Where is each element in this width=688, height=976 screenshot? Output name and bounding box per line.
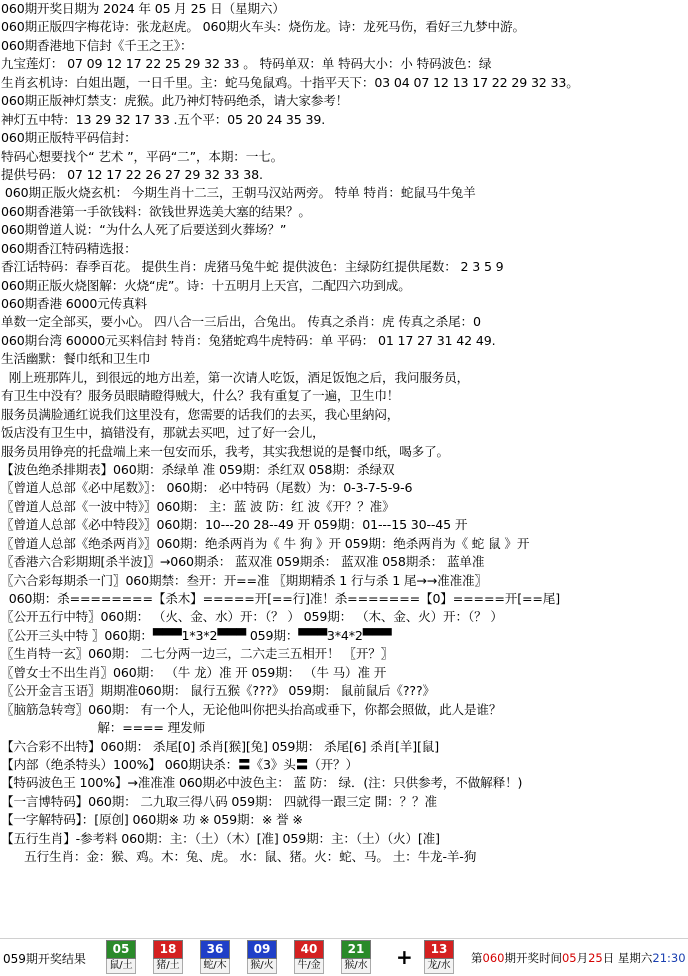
text-line: 060期正版火烧玄机： 今期生肖十二三，王朝马汉站两旁。 特单 特肖：蛇鼠马牛兔羊 [1, 185, 476, 201]
text-line: 服务员满脸通红说我们这里没有，您需要的话我们的去买，我心里納闷， [1, 406, 400, 422]
draw-result-footer [0, 938, 688, 976]
text-line: 【五行生肖】-参考料 060期：主：（土）（木）[准] 059期：主：（土）（火）[准] [1, 830, 440, 846]
text-line: 单数一定全部买，要小心。 四八合一三后出，合兔出。 传真之杀肖：虎 传真之杀尾：0 [1, 314, 481, 330]
next-draw-weekday: 日 星期六 [602, 951, 653, 965]
text-line: 【内部（绝杀特头）100%】 060期诀杀：〓《3》头〓（开？） [1, 756, 358, 772]
text-line: 〖曾道人总部《必中特段》〗060期：10---20 28--49 开 059期：01---15 30--45 开 [1, 517, 468, 533]
ball-zodiac-element: 猴/水 [341, 959, 371, 974]
text-line: 饭店没有卫生中，搞错没有，那就去买吧，过了好一会儿， [1, 425, 325, 441]
result-ball [153, 940, 183, 973]
text-line: 〖公开五行中特〗060期： （火、金、水）开：（？ ） 059期： （木、金、火）开：（？ ） [1, 609, 503, 625]
text-line: 〖生肖特一玄〗060期： 二七分两一边三，二六走三五相开！ 〖开？〗 [1, 646, 394, 662]
text-line: 有卫生中没有？服务员眼睛瞪得贼大，什么？我有重复了一遍，卫生巾！ [1, 388, 400, 404]
text-line: 〖公开金言玉语〗期期准060期： 鼠行五猴《???》 059期： 鼠前鼠后《???》 [1, 683, 435, 699]
text-line: 生肖玄机诗：白姐出题，一日千里。主：蛇马兔鼠鸡。十指平天下：03 04 07 12 13 17 22 29 32 33。 [1, 74, 579, 90]
result-ball [106, 940, 136, 973]
text-line: 060期香港地下信封《千王之王》： [1, 37, 193, 53]
text-line: 060期香港 6000元传真料 [1, 296, 147, 311]
next-draw-sep: 月 [576, 951, 589, 965]
text-line: 【六合彩不出特】060期： 杀尾[0] 杀肖[猴][兔] 059期： 杀尾[6] 杀肖[羊][鼠] [1, 738, 439, 754]
special-number-plus: + [396, 945, 413, 969]
ball-number: 36 [200, 940, 230, 959]
text-line: 〖公开三头中特 〗060期：▀▀▀1*3*2▀▀▀ 059期：▀▀▀3*4*2▀▀▀ [1, 627, 392, 643]
special-ball [424, 940, 454, 973]
text-line: 【一言博特码】060期： 二九取三得八码 059期： 四就得一跟三定 開：？？准 [1, 793, 437, 809]
text-line: 060期正版四字梅花诗：张龙赵虎。 060期火车头：烧伤龙。诗：龙死马伤，看好三九梦中游。 [1, 19, 525, 35]
next-draw-mid: 期开奖时间 [504, 951, 562, 965]
result-ball [294, 940, 324, 973]
text-line: 060期正版火烧图解：火烧“虎”。诗：十五明月上天宫，二配四六功到成。 [1, 277, 411, 293]
ball-zodiac-element: 蛇/木 [200, 959, 230, 974]
next-draw-day: 25 [588, 951, 603, 965]
ball-number: 13 [424, 940, 454, 959]
ball-number: 05 [106, 940, 136, 959]
text-line: 解：==== 理发师 [1, 720, 206, 736]
text-line: 神灯五中特：13 29 32 17 33 .五个平：05 20 24 35 39. [1, 111, 326, 127]
text-line: 服务员用铮亮的托盘端上来一包安而乐，我考，其实我想说的是餐巾纸，喝多了。 [1, 443, 449, 459]
text-line: 060期：杀========【杀木】=====开[==行]准！杀=======【0】=====开[==尾] [1, 591, 560, 606]
result-ball [247, 940, 277, 973]
ball-zodiac-element: 龙/水 [424, 959, 454, 974]
text-line: 〖脑筋急转弯〗060期： 有一个人，无论他叫你把头抬高或垂下，你都会照做，此人是谁？ [1, 701, 502, 717]
text-line: 〖香港六合彩期期[杀半波]〗→060期杀： 蓝双准 059期杀： 蓝双准 058期杀： 蓝单准 [1, 554, 485, 570]
text-line: 【特码波色王 100%】→准准准 060期必中波色主： 蓝 防： 绿．(注：只供参考，不做解释！) [1, 775, 523, 791]
text-line: 060期香江特码精选报： [1, 240, 137, 256]
next-draw-month: 05 [561, 951, 577, 965]
text-line: 〖曾道人总部《绝杀两肖》〗060期：绝杀两肖为《 牛 狗 》开 059期：绝杀两肖为《 蛇 鼠 》开 [1, 535, 530, 551]
text-line: 060期开奖日期为 2024 年 05 月 25 日（星期六） [1, 1, 285, 16]
text-line: 【一字解特码】：[原创] 060期※ 功 ※ 059期：※ 誉 ※ [1, 812, 303, 828]
ball-zodiac-element: 猴/火 [247, 959, 277, 974]
text-line: 刚上班那阵儿，到很远的地方出差，第一次请人吃饭，酒足饭饱之后，我问服务员， [1, 369, 470, 385]
text-line: 五行生肖：金：猴、鸡。木：兔、虎。 水：鼠、猪。火：蛇、马。 土：牛龙-羊-狗 [1, 849, 477, 865]
next-draw-clock: 21:30 [652, 951, 686, 965]
text-line: 提供号码： 07 12 17 22 26 27 29 32 33 38. [1, 166, 263, 182]
result-ball [341, 940, 371, 973]
text-line: 〖曾道人总部《一波中特》〗060期： 主：蓝 波 防：红 波《开？？准》 [1, 498, 395, 514]
text-line: 060期正版特平码信封： [1, 130, 137, 146]
text-line: 【波色绝杀排期表】060期：杀绿单 准 059期：杀红双 058期：杀绿双 [1, 461, 395, 477]
ball-number: 21 [341, 940, 371, 959]
next-draw-issue: 060 [482, 951, 505, 965]
ball-zodiac-element: 鼠/土 [106, 959, 136, 974]
text-line: 060期曾道人说：“为什么人死了后要送到火葬场？” [1, 222, 287, 238]
text-line: 060期香港第一手欲钱料：欲钱世界选美大塞的结果？。 [1, 203, 311, 219]
text-line: 香江话特码：春季百花。 提供生肖：虎猪马兔牛蛇 提供波色：主绿防红提供尾数： 2 3 5 9 [1, 259, 504, 275]
text-line: 060期台湾 60000元买料信封 特肖：兔猪蛇鸡牛虎特码：单 平码： 01 17 27 31 42 49. [1, 332, 496, 348]
result-ball [200, 940, 230, 973]
ball-number: 18 [153, 940, 183, 959]
next-draw-time [471, 950, 686, 966]
text-line: 〖曾女士不出生肖〗060期： （牛 龙）准 开 059期： （牛 马）准 开 [1, 664, 387, 680]
text-line: 生活幽默：餐巾纸和卫生巾 [1, 351, 151, 367]
text-line: 特码心想要找个“ 艺术 ”，平码“二”，本期：一七。 [1, 148, 284, 164]
draw-result-label: 059期开奖结果 [3, 952, 86, 966]
text-line: 〖六合彩每期杀一门〗060期禁：叁开：开==准 〖期期精杀 1 行与杀 1 尾→→准准准〗 [1, 572, 487, 588]
ball-zodiac-element: 猪/土 [153, 959, 183, 974]
next-draw-prefix: 第 [471, 951, 483, 965]
text-line: 〖曾道人总部《必中尾数》〗： 060期： 必中特码（尾数）为：0-3-7-5-9-6 [1, 480, 413, 496]
text-line: 九宝莲灯： 07 09 12 17 22 25 29 32 33 。 特码单双：单 特码大小：小 特码波色：绿 [1, 56, 492, 72]
ball-zodiac-element: 牛/金 [294, 959, 324, 974]
text-line: 060期正版神灯禁支：虎猴。此乃神灯特码绝杀，请大家参考！ [1, 93, 349, 109]
ball-number: 40 [294, 940, 324, 959]
ball-number: 09 [247, 940, 277, 959]
